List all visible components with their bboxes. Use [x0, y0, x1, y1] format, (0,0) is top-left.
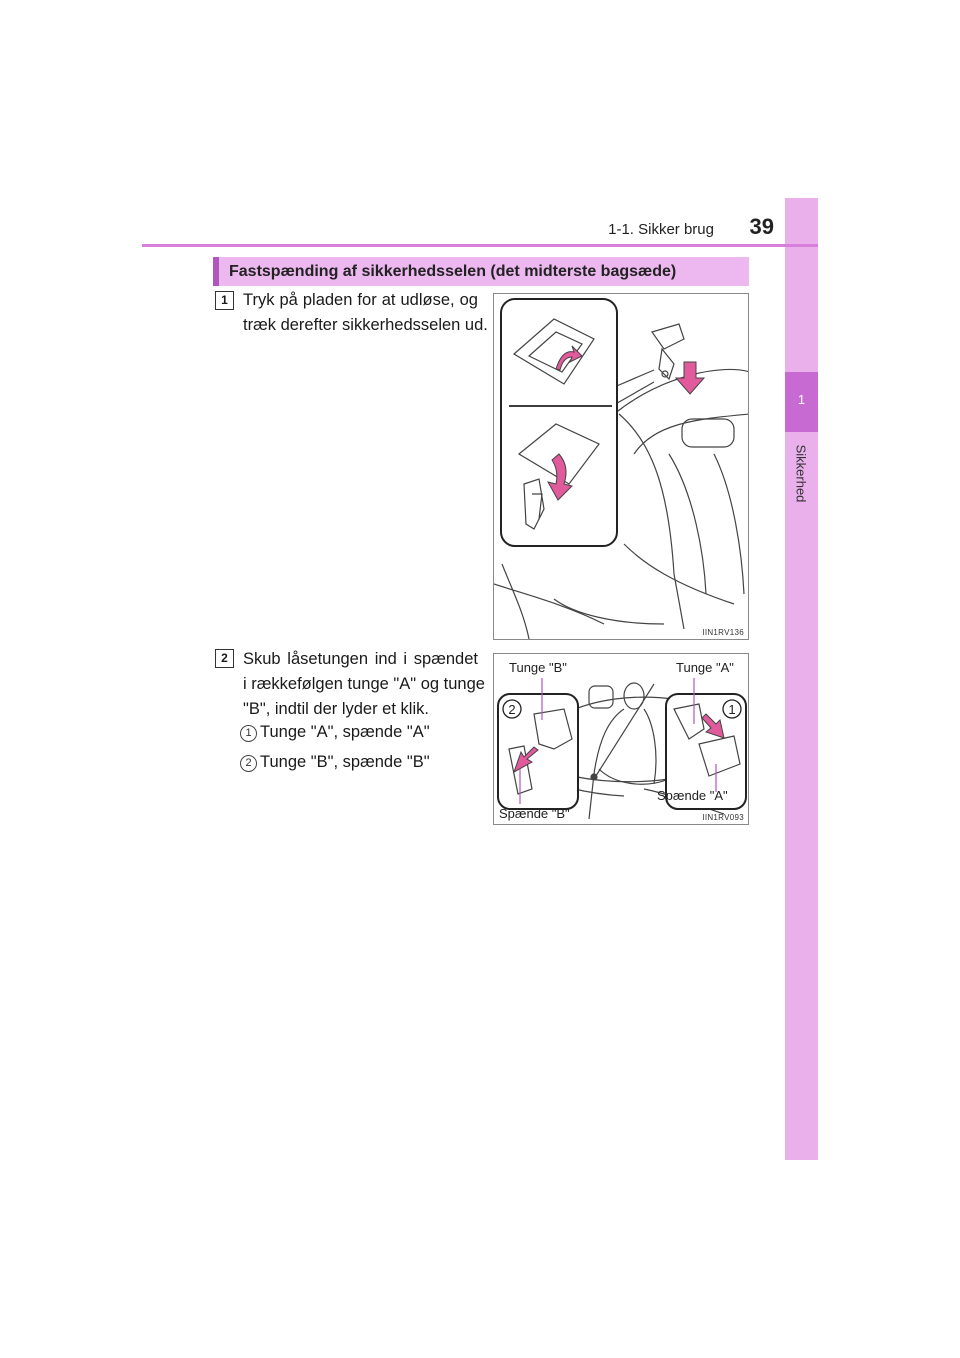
step-2-line-1: Skub låsetungen ind i spændet [243, 650, 478, 668]
step-1-line-1: Tryk på pladen for at udløse, og [243, 291, 478, 309]
callout-buckle-b: Spænde "B" [499, 806, 570, 821]
fig-circle-1: 1 [728, 702, 736, 717]
figure-seatbelt-release [493, 293, 749, 640]
chapter-sidebar [785, 198, 818, 1160]
section-heading: Fastspænding af sikkerhedsselen (det midterste bagsæde) [213, 257, 749, 286]
callout-tongue-b: Tunge "B" [509, 660, 567, 675]
chapter-number: 1 [797, 392, 806, 407]
step-2-number: 2 [215, 649, 234, 668]
page-number: 39 [749, 214, 774, 239]
fig-circle-2: 2 [508, 702, 516, 717]
sub-item-1-number: 1 [240, 725, 257, 742]
figure-buckle-insertion [493, 653, 749, 825]
seatbelt-release-illustration [494, 294, 749, 640]
section-title: 1-1. Sikker brug [608, 221, 714, 238]
header-rule [142, 244, 818, 247]
detail-inset [501, 299, 617, 546]
pull-down-arrow-icon [676, 362, 704, 394]
step-1-line-2: træk derefter sikkerhedsselen ud. [243, 316, 488, 334]
sub-item-1-text: Tunge "A", spænde "A" [260, 723, 430, 741]
step-2-line-3: "B", indtil der lyder et klik. [243, 700, 429, 718]
callout-buckle-a: Spænde "A" [657, 788, 728, 803]
sub-item-2-number: 2 [240, 755, 257, 772]
figure-2-code: IIN1RV093 [702, 813, 744, 822]
sub-item-2-text: Tunge "B", spænde "B" [260, 753, 430, 771]
step-2-line-2: i rækkefølgen tunge "A" og tunge [243, 675, 485, 693]
figure-1-code: IIN1RV136 [702, 628, 744, 637]
callout-tongue-a: Tunge "A" [676, 660, 734, 675]
chapter-label: Sikkerhed [793, 444, 809, 503]
step-1-number: 1 [215, 291, 234, 310]
